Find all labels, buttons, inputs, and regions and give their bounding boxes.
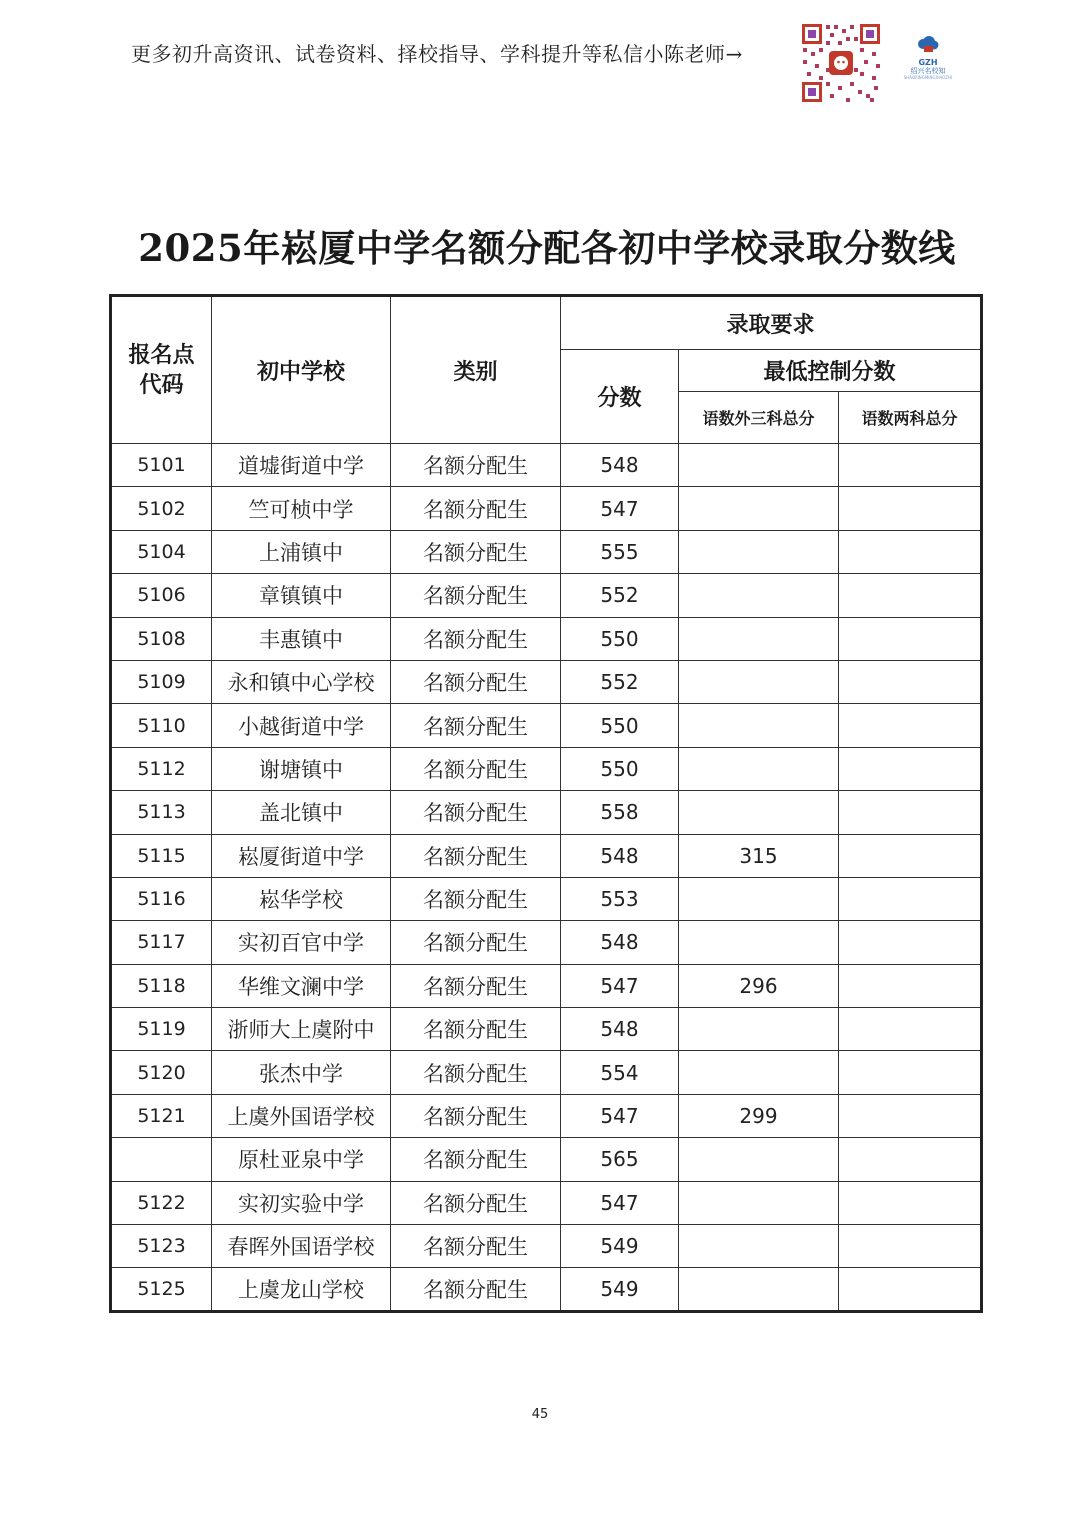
- score-cell: 550: [561, 617, 679, 660]
- code-cell: 5113: [111, 791, 212, 834]
- two-subject-cell: [839, 1138, 982, 1181]
- two-subject-cell: [839, 1051, 982, 1094]
- category-cell: 名额分配生: [391, 877, 561, 920]
- category-cell: 名额分配生: [391, 574, 561, 617]
- score-cell: 554: [561, 1051, 679, 1094]
- score-cell: 550: [561, 704, 679, 747]
- two-subject-cell: [839, 1094, 982, 1137]
- three-subject-cell: [679, 1051, 839, 1094]
- school-cell: 华维文澜中学: [212, 964, 391, 1007]
- score-cell: 550: [561, 747, 679, 790]
- code-cell: 5108: [111, 617, 212, 660]
- table-row: [111, 1051, 982, 1094]
- school-cell: 崧厦街道中学: [212, 834, 391, 877]
- three-subject-cell: [679, 1008, 839, 1051]
- score-cell: 552: [561, 574, 679, 617]
- two-subject-cell: [839, 704, 982, 747]
- header-school: 初中学校: [212, 296, 391, 444]
- score-cell: 547: [561, 1094, 679, 1137]
- three-subject-cell: [679, 747, 839, 790]
- header-code-line2: 代码: [139, 372, 184, 398]
- code-cell: 5110: [111, 704, 212, 747]
- school-cell: 浙师大上虞附中: [212, 1008, 391, 1051]
- two-subject-cell: [839, 1008, 982, 1051]
- code-cell: 5115: [111, 834, 212, 877]
- category-cell: 名额分配生: [391, 660, 561, 703]
- category-cell: 名额分配生: [391, 1181, 561, 1224]
- header-score: 分数: [561, 350, 679, 444]
- school-cell: 小越街道中学: [212, 704, 391, 747]
- table-row: [111, 1008, 982, 1051]
- code-cell: 5104: [111, 530, 212, 573]
- header-two-subject: 语数两科总分: [839, 392, 982, 444]
- category-cell: 名额分配生: [391, 1051, 561, 1094]
- code-cell: 5102: [111, 487, 212, 530]
- table-row: [111, 660, 982, 703]
- table-body: [111, 444, 982, 1312]
- category-cell: 名额分配生: [391, 921, 561, 964]
- score-cell: 553: [561, 877, 679, 920]
- school-cell: 张杰中学: [212, 1051, 391, 1094]
- three-subject-cell: [679, 1225, 839, 1268]
- score-cell: 558: [561, 791, 679, 834]
- two-subject-cell: [839, 1225, 982, 1268]
- logo-abbr: GZH: [918, 58, 938, 67]
- code-cell: 5121: [111, 1094, 212, 1137]
- table-row: [111, 617, 982, 660]
- three-subject-cell: [679, 1138, 839, 1181]
- category-cell: 名额分配生: [391, 1225, 561, 1268]
- two-subject-cell: [839, 834, 982, 877]
- category-cell: 名额分配生: [391, 1008, 561, 1051]
- category-cell: 名额分配生: [391, 747, 561, 790]
- category-cell: 名额分配生: [391, 487, 561, 530]
- category-cell: 名额分配生: [391, 530, 561, 573]
- table-row: [111, 921, 982, 964]
- score-cell: 549: [561, 1225, 679, 1268]
- school-cell: 道墟街道中学: [212, 444, 391, 487]
- three-subject-cell: [679, 530, 839, 573]
- code-cell: 5116: [111, 877, 212, 920]
- two-subject-cell: [839, 487, 982, 530]
- code-cell: 5125: [111, 1268, 212, 1311]
- three-subject-cell: 296: [679, 964, 839, 1007]
- code-cell: 5112: [111, 747, 212, 790]
- three-subject-cell: [679, 1181, 839, 1224]
- two-subject-cell: [839, 964, 982, 1007]
- category-cell: 名额分配生: [391, 704, 561, 747]
- header-min-control: 最低控制分数: [679, 350, 982, 392]
- two-subject-cell: [839, 791, 982, 834]
- two-subject-cell: [839, 660, 982, 703]
- code-cell: 5109: [111, 660, 212, 703]
- header-three-subject: 语数外三科总分: [679, 392, 839, 444]
- two-subject-cell: [839, 921, 982, 964]
- score-cell: 549: [561, 1268, 679, 1311]
- score-cell: 547: [561, 487, 679, 530]
- two-subject-cell: [839, 574, 982, 617]
- three-subject-cell: [679, 660, 839, 703]
- brand-logo: [902, 36, 954, 86]
- three-subject-cell: [679, 1268, 839, 1311]
- logo-sub: SHAOXINGMINGXIAOZHI: [903, 75, 953, 80]
- three-subject-cell: 315: [679, 834, 839, 877]
- school-cell: 谢塘镇中: [212, 747, 391, 790]
- school-cell: 实初实验中学: [212, 1181, 391, 1224]
- table-row: [111, 834, 982, 877]
- school-cell: 春晖外国语学校: [212, 1225, 391, 1268]
- table-row: [111, 1268, 982, 1311]
- table-row: [111, 530, 982, 573]
- three-subject-cell: [679, 704, 839, 747]
- table-row: [111, 1181, 982, 1224]
- score-cell: 555: [561, 530, 679, 573]
- category-cell: 名额分配生: [391, 1268, 561, 1311]
- brand-logo-icon: [915, 36, 941, 54]
- category-cell: 名额分配生: [391, 444, 561, 487]
- category-cell: 名额分配生: [391, 617, 561, 660]
- code-cell: 5118: [111, 964, 212, 1007]
- school-cell: 实初百官中学: [212, 921, 391, 964]
- score-table: [109, 294, 983, 1313]
- header-code: [111, 296, 212, 444]
- two-subject-cell: [839, 444, 982, 487]
- score-cell: 552: [561, 660, 679, 703]
- three-subject-cell: [679, 617, 839, 660]
- code-cell: 5117: [111, 921, 212, 964]
- score-cell: 565: [561, 1138, 679, 1181]
- score-cell: 548: [561, 1008, 679, 1051]
- school-cell: 章镇镇中: [212, 574, 391, 617]
- category-cell: 名额分配生: [391, 834, 561, 877]
- three-subject-cell: [679, 444, 839, 487]
- code-cell: 5119: [111, 1008, 212, 1051]
- category-cell: 名额分配生: [391, 1138, 561, 1181]
- table-row: [111, 964, 982, 1007]
- school-cell: 丰惠镇中: [212, 617, 391, 660]
- school-cell: 原杜亚泉中学: [212, 1138, 391, 1181]
- header-code-line1: 报名点: [128, 342, 195, 368]
- logo-name: 绍兴名校知: [910, 67, 946, 75]
- school-cell: 上浦镇中: [212, 530, 391, 573]
- table-row: [111, 877, 982, 920]
- score-cell: 548: [561, 444, 679, 487]
- three-subject-cell: 299: [679, 1094, 839, 1137]
- table-row: [111, 791, 982, 834]
- three-subject-cell: [679, 487, 839, 530]
- table-row: [111, 487, 982, 530]
- category-cell: 名额分配生: [391, 1094, 561, 1137]
- code-cell: 5106: [111, 574, 212, 617]
- page-number: 45: [531, 1407, 549, 1422]
- qr-code-icon: [800, 22, 882, 104]
- three-subject-cell: [679, 877, 839, 920]
- table-row: [111, 1138, 982, 1181]
- three-subject-cell: [679, 921, 839, 964]
- table-row: [111, 747, 982, 790]
- school-cell: 永和镇中心学校: [212, 660, 391, 703]
- two-subject-cell: [839, 1181, 982, 1224]
- code-cell: 5122: [111, 1181, 212, 1224]
- three-subject-cell: [679, 791, 839, 834]
- table-row: [111, 1094, 982, 1137]
- two-subject-cell: [839, 877, 982, 920]
- code-cell: 5123: [111, 1225, 212, 1268]
- table-row: [111, 1225, 982, 1268]
- school-cell: 上虞外国语学校: [212, 1094, 391, 1137]
- two-subject-cell: [839, 1268, 982, 1311]
- three-subject-cell: [679, 574, 839, 617]
- two-subject-cell: [839, 530, 982, 573]
- promo-text: 更多初升高资讯、试卷资料、择校指导、学科提升等私信小陈老师→: [131, 42, 743, 66]
- code-cell: [111, 1138, 212, 1181]
- header-category: 类别: [391, 296, 561, 444]
- score-cell: 547: [561, 964, 679, 1007]
- category-cell: 名额分配生: [391, 791, 561, 834]
- category-cell: 名额分配生: [391, 964, 561, 1007]
- score-cell: 548: [561, 921, 679, 964]
- table-row: [111, 574, 982, 617]
- code-cell: 5120: [111, 1051, 212, 1094]
- school-cell: 崧华学校: [212, 877, 391, 920]
- page-title: 2025年崧厦中学名额分配各初中学校录取分数线: [138, 226, 956, 270]
- school-cell: 盖北镇中: [212, 791, 391, 834]
- code-cell: 5101: [111, 444, 212, 487]
- score-cell: 548: [561, 834, 679, 877]
- two-subject-cell: [839, 747, 982, 790]
- table-row: [111, 444, 982, 487]
- table-row: [111, 704, 982, 747]
- header-requirements: 录取要求: [561, 296, 982, 350]
- two-subject-cell: [839, 617, 982, 660]
- score-cell: 547: [561, 1181, 679, 1224]
- school-cell: 上虞龙山学校: [212, 1268, 391, 1311]
- school-cell: 竺可桢中学: [212, 487, 391, 530]
